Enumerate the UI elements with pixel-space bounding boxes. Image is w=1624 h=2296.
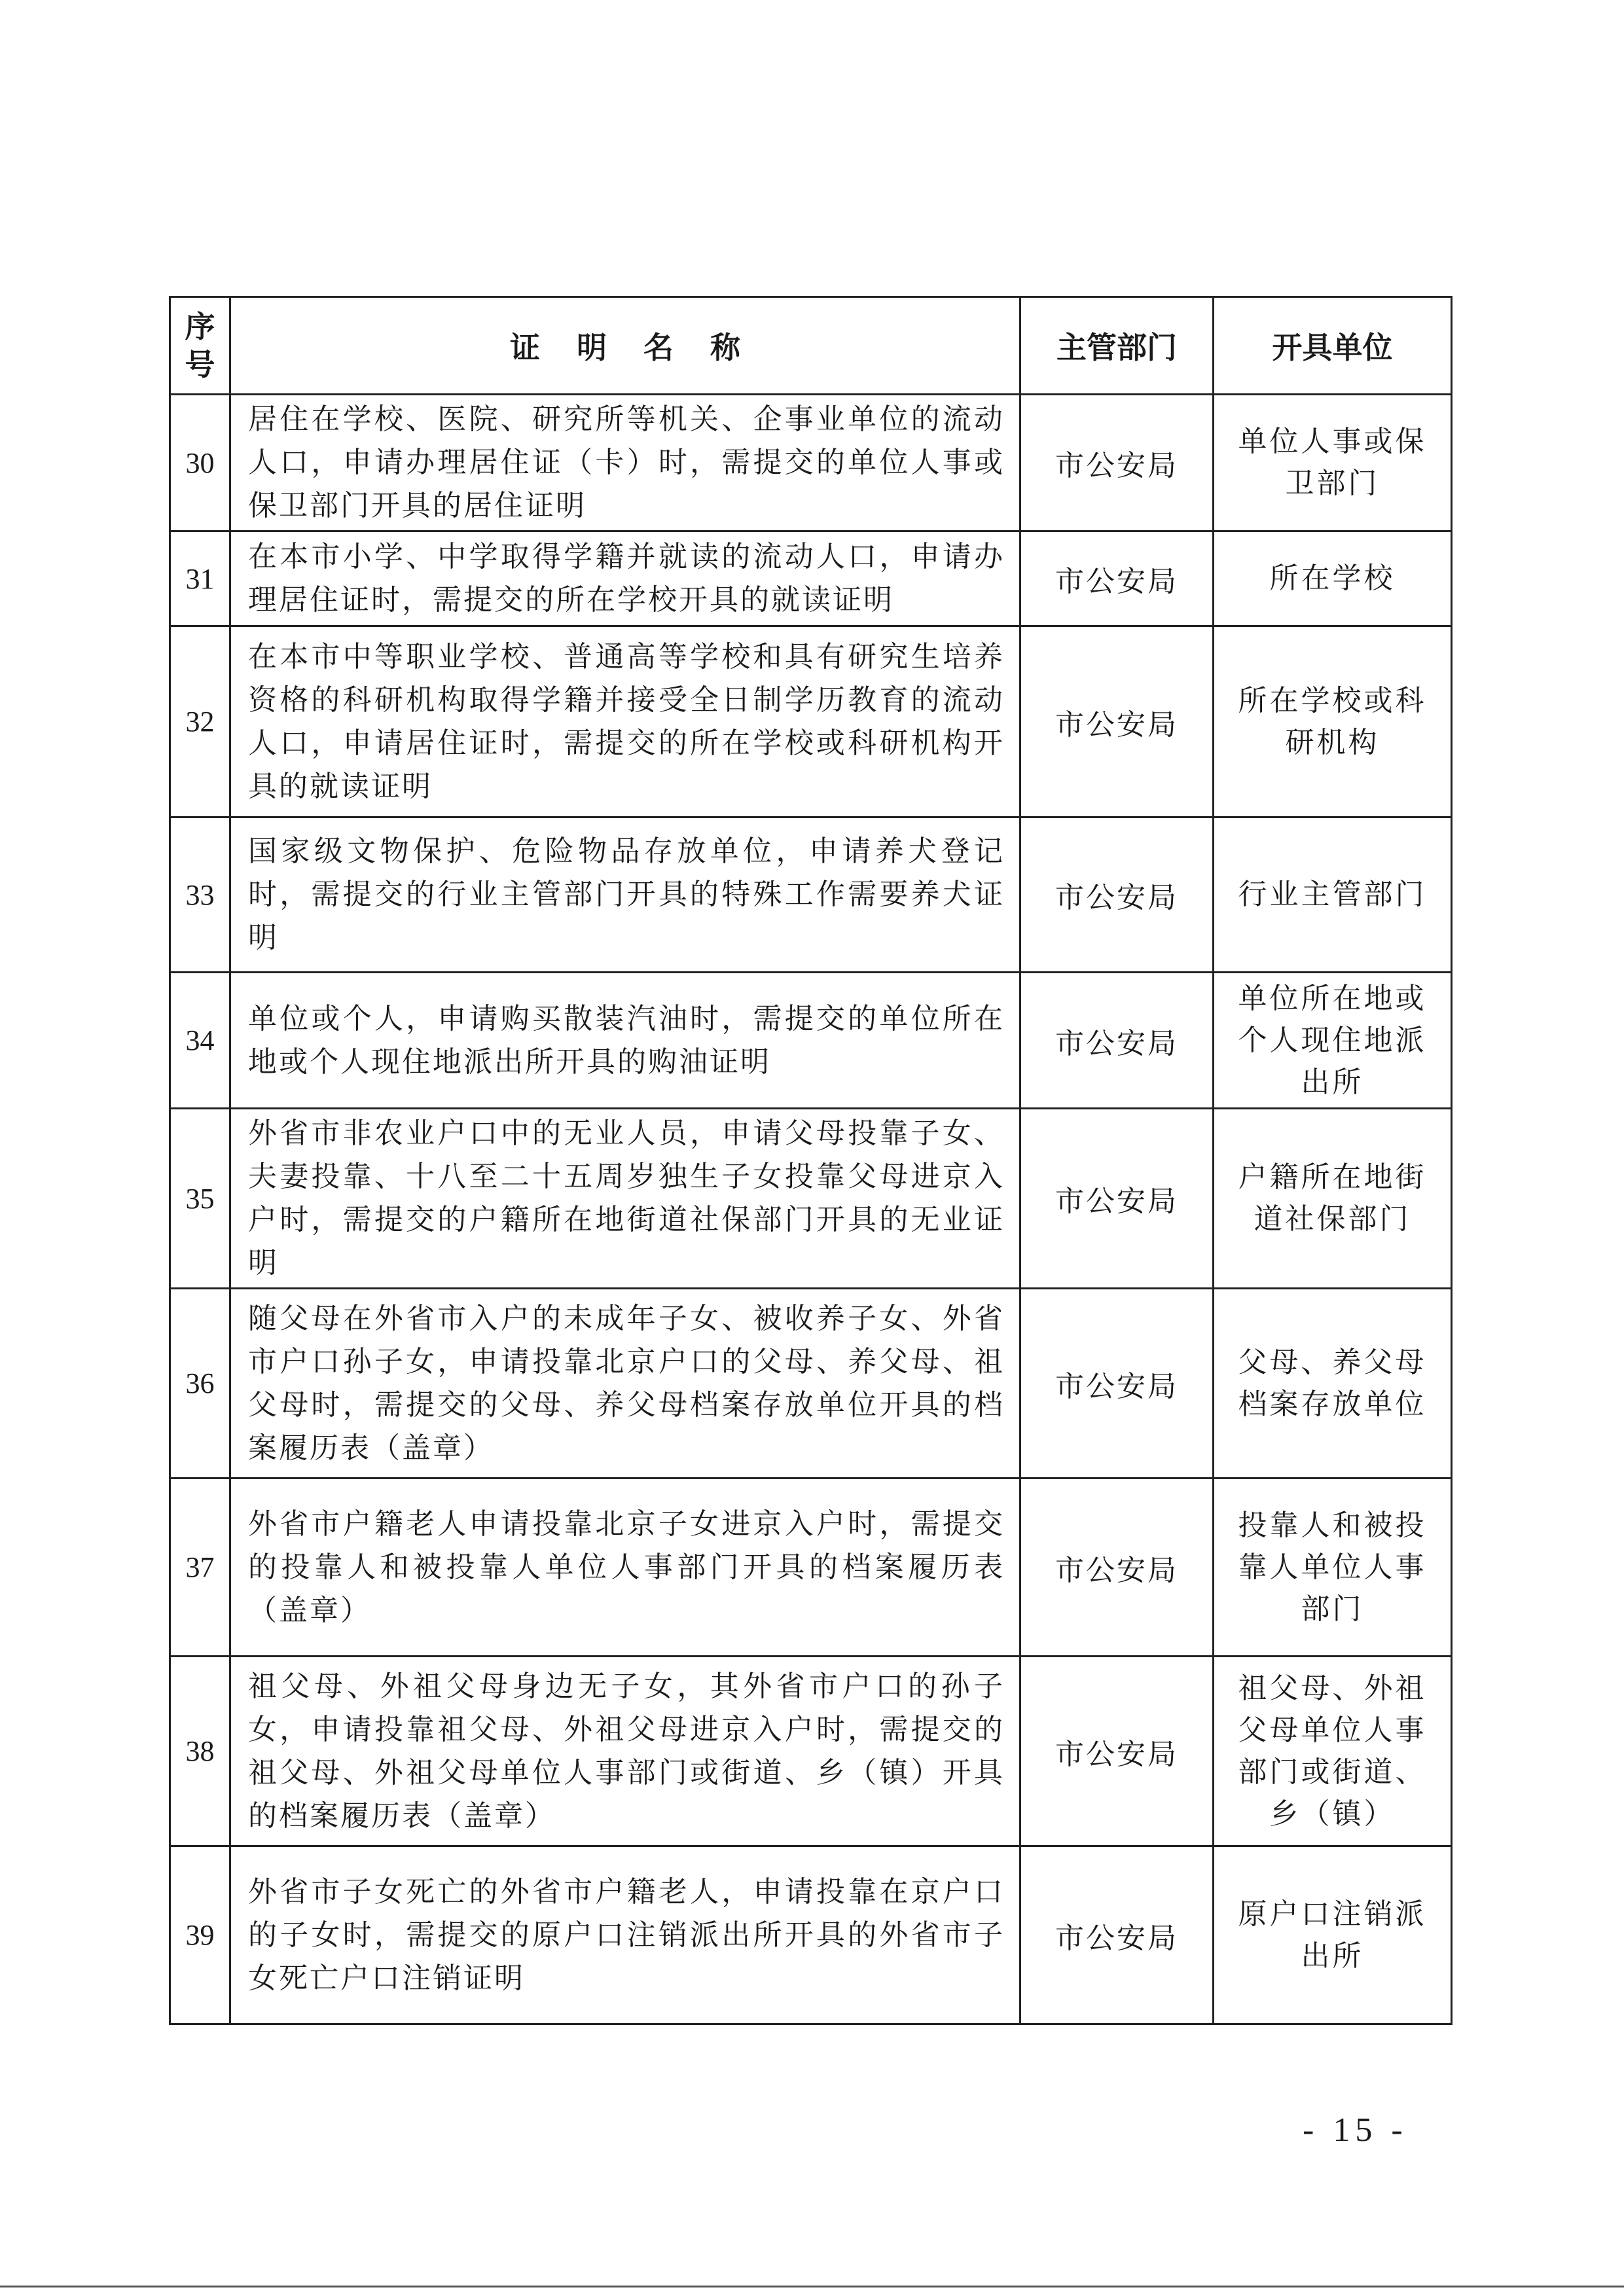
issuing-unit: 行业主管部门 — [1214, 817, 1452, 973]
table-row — [170, 395, 1452, 531]
table-row — [170, 626, 1452, 817]
supervising-dept: 市公安局 — [1020, 1479, 1214, 1657]
supervising-dept: 市公安局 — [1020, 626, 1214, 817]
table-row — [170, 973, 1452, 1109]
row-number: 37 — [170, 1479, 230, 1657]
issuing-unit: 原户口注销派出所 — [1214, 1846, 1452, 2024]
row-number: 38 — [170, 1657, 230, 1846]
table-row — [170, 531, 1452, 626]
certificate-name: 随父母在外省市入户的未成年子女、被收养子女、外省市户口孙子女，申请投靠北京户口的父母、养父母、祖父母时，需提交的父母、养父母档案存放单位开具的档案履历表（盖章） — [230, 1289, 1020, 1479]
table-header-row — [170, 297, 1452, 395]
supervising-dept: 市公安局 — [1020, 1657, 1214, 1846]
row-number: 34 — [170, 973, 230, 1109]
certificate-name: 居住在学校、医院、研究所等机关、企事业单位的流动人口，申请办理居住证（卡）时，需提交的单位人事或保卫部门开具的居住证明 — [230, 395, 1020, 531]
issuing-unit: 投靠人和被投靠人单位人事部门 — [1214, 1479, 1452, 1657]
header-serial-line2: 号 — [185, 347, 215, 382]
supervising-dept: 市公安局 — [1020, 531, 1214, 626]
header-certificate-name: 证明名称 — [230, 297, 1020, 395]
supervising-dept: 市公安局 — [1020, 1289, 1214, 1479]
header-serial-number — [170, 297, 230, 395]
issuing-unit: 单位所在地或个人现住地派出所 — [1214, 973, 1452, 1109]
certificate-name: 在本市小学、中学取得学籍并就读的流动人口，申请办理居住证时，需提交的所在学校开具的就读证明 — [230, 531, 1020, 626]
row-number: 30 — [170, 395, 230, 531]
row-number: 39 — [170, 1846, 230, 2024]
issuing-unit: 所在学校或科研机构 — [1214, 626, 1452, 817]
header-supervising-dept: 主管部门 — [1020, 297, 1214, 395]
row-number: 31 — [170, 531, 230, 626]
row-number: 36 — [170, 1289, 230, 1479]
issuing-unit: 户籍所在地街道社保部门 — [1214, 1109, 1452, 1289]
row-number: 32 — [170, 626, 230, 817]
table-row — [170, 817, 1452, 973]
row-number: 35 — [170, 1109, 230, 1289]
table-row — [170, 1657, 1452, 1846]
certificate-name: 在本市中等职业学校、普通高等学校和具有研究生培养资格的科研机构取得学籍并接受全日制学历教育的流动人口，申请居住证时，需提交的所在学校或科研机构开具的就读证明 — [230, 626, 1020, 817]
issuing-unit: 所在学校 — [1214, 531, 1452, 626]
page-number: - 15 - — [1303, 2111, 1408, 2149]
issuing-unit: 祖父母、外祖父母单位人事部门或街道、乡（镇） — [1214, 1657, 1452, 1846]
bottom-scan-edge — [0, 2286, 1624, 2287]
certificate-name: 国家级文物保护、危险物品存放单位，申请养犬登记时，需提交的行业主管部门开具的特殊工作需要养犬证明 — [230, 817, 1020, 973]
certificate-name: 外省市户籍老人申请投靠北京子女进京入户时，需提交的投靠人和被投靠人单位人事部门开具的档案履历表（盖章） — [230, 1479, 1020, 1657]
supervising-dept: 市公安局 — [1020, 1846, 1214, 2024]
table-row — [170, 1289, 1452, 1479]
supervising-dept: 市公安局 — [1020, 817, 1214, 973]
certificate-table — [169, 296, 1453, 2025]
table-row — [170, 1109, 1452, 1289]
certificate-name: 祖父母、外祖父母身边无子女，其外省市户口的孙子女，申请投靠祖父母、外祖父母进京入户时，需提交的祖父母、外祖父母单位人事部门或街道、乡（镇）开具的档案履历表（盖章） — [230, 1657, 1020, 1846]
supervising-dept: 市公安局 — [1020, 395, 1214, 531]
row-number: 33 — [170, 817, 230, 973]
table-row — [170, 1846, 1452, 2024]
certificate-name: 外省市非农业户口中的无业人员，申请父母投靠子女、夫妻投靠、十八至二十五周岁独生子女投靠父母进京入户时，需提交的户籍所在地街道社保部门开具的无业证明 — [230, 1109, 1020, 1289]
certificate-name: 单位或个人，申请购买散装汽油时，需提交的单位所在地或个人现住地派出所开具的购油证明 — [230, 973, 1020, 1109]
issuing-unit: 单位人事或保卫部门 — [1214, 395, 1452, 531]
supervising-dept: 市公安局 — [1020, 973, 1214, 1109]
header-serial-line1: 序 — [185, 309, 215, 344]
table-row — [170, 1479, 1452, 1657]
issuing-unit: 父母、养父母档案存放单位 — [1214, 1289, 1452, 1479]
header-issuing-unit: 开具单位 — [1214, 297, 1452, 395]
certificate-name: 外省市子女死亡的外省市户籍老人，申请投靠在京户口的子女时，需提交的原户口注销派出所开具的外省市子女死亡户口注销证明 — [230, 1846, 1020, 2024]
supervising-dept: 市公安局 — [1020, 1109, 1214, 1289]
